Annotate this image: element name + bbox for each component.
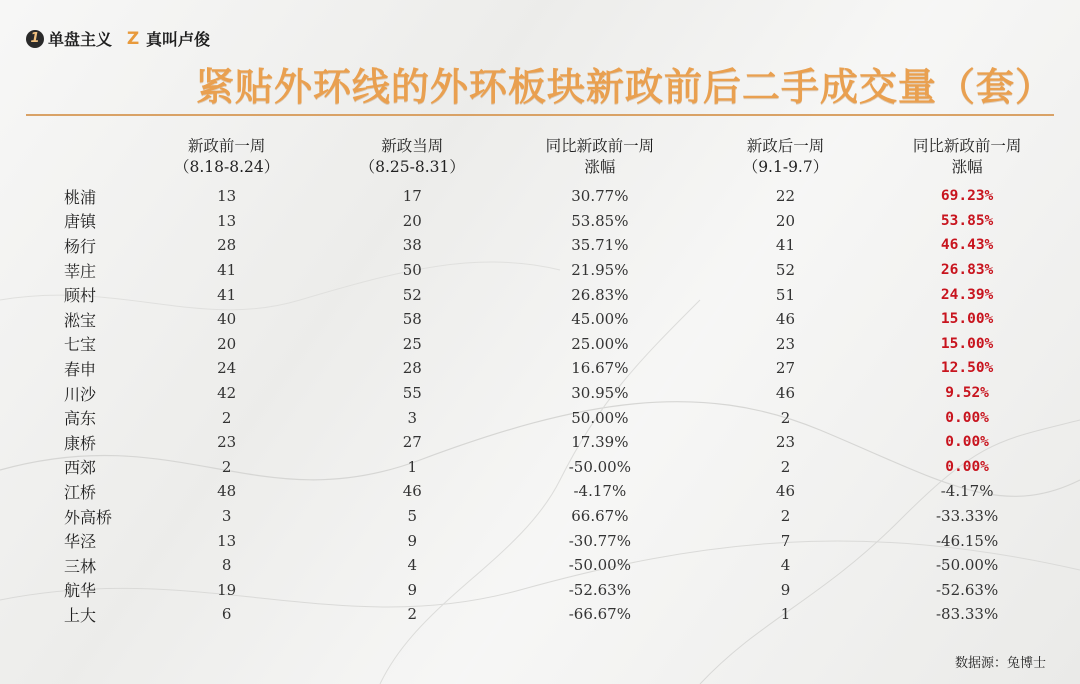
district-name: 航华 bbox=[64, 581, 97, 601]
table-row bbox=[40, 455, 1040, 480]
brand-1-text: 单盘主义 bbox=[48, 30, 113, 49]
brand-2-icon: Z bbox=[126, 28, 140, 49]
count-after: 2 bbox=[780, 408, 791, 427]
count-during: 9 bbox=[407, 531, 418, 550]
count-after: 1 bbox=[780, 605, 791, 624]
column-header-line2: 涨幅 bbox=[951, 158, 983, 176]
table-row bbox=[40, 209, 1040, 234]
change-after: 26.83% bbox=[940, 262, 994, 279]
count-after: 52 bbox=[775, 261, 795, 280]
district-name: 康桥 bbox=[64, 433, 97, 453]
brand-1-icon: 1 bbox=[26, 30, 44, 48]
district-name: 七宝 bbox=[64, 335, 97, 355]
count-before: 20 bbox=[217, 334, 237, 353]
change-after: 15.00% bbox=[940, 311, 994, 328]
change-during: 17.39% bbox=[571, 433, 629, 452]
district-name: 川沙 bbox=[64, 384, 97, 404]
column-header-line2: （8.25-8.31） bbox=[359, 158, 465, 176]
count-before: 6 bbox=[221, 605, 232, 624]
brand-2-text: 真叫卢俊 bbox=[146, 30, 211, 49]
count-during: 17 bbox=[402, 187, 422, 206]
count-after: 46 bbox=[775, 482, 795, 501]
change-during: 30.77% bbox=[571, 187, 629, 206]
count-before: 41 bbox=[217, 285, 237, 304]
column-header-line1: 新政前一周 bbox=[187, 137, 266, 155]
count-before: 28 bbox=[217, 236, 237, 255]
change-during: 30.95% bbox=[571, 384, 629, 403]
column-header-line1: 新政当周 bbox=[381, 137, 444, 155]
district-name: 外高桥 bbox=[64, 507, 113, 527]
count-during: 28 bbox=[402, 359, 422, 378]
column-header-line1: 同比新政前一周 bbox=[912, 137, 1022, 155]
count-during: 52 bbox=[402, 285, 422, 304]
change-during: -52.63% bbox=[568, 580, 631, 599]
count-during: 38 bbox=[402, 236, 422, 255]
change-after: 69.23% bbox=[940, 188, 994, 205]
district-name: 桃浦 bbox=[64, 187, 97, 207]
table-row bbox=[40, 479, 1040, 504]
district-name: 上大 bbox=[64, 605, 97, 625]
count-before: 2 bbox=[221, 408, 232, 427]
table-row bbox=[40, 184, 1040, 209]
page-title: 紧贴外环线的外环板块新政前后二手成交量（套） bbox=[195, 65, 1054, 109]
count-during: 27 bbox=[402, 433, 422, 452]
district-name: 唐镇 bbox=[64, 212, 97, 232]
count-after: 22 bbox=[775, 187, 795, 206]
count-after: 23 bbox=[775, 334, 795, 353]
column-header-line2: 涨幅 bbox=[584, 158, 616, 176]
table-row bbox=[40, 430, 1040, 455]
data-source: 数据源：兔博士 bbox=[954, 656, 1046, 671]
table-row bbox=[40, 578, 1040, 603]
brand-logo-2 bbox=[124, 27, 210, 50]
count-before: 13 bbox=[217, 211, 237, 230]
count-during: 46 bbox=[402, 482, 422, 501]
count-before: 3 bbox=[221, 507, 232, 526]
change-after: -52.63% bbox=[935, 580, 999, 599]
change-during: 53.85% bbox=[571, 211, 629, 230]
change-after: -46.15% bbox=[935, 531, 999, 550]
change-during: 45.00% bbox=[571, 310, 629, 329]
count-before: 8 bbox=[221, 556, 232, 575]
column-header bbox=[523, 136, 677, 184]
change-during: 26.83% bbox=[571, 285, 629, 304]
count-before: 40 bbox=[217, 310, 237, 329]
change-during: -66.67% bbox=[568, 605, 631, 624]
table-row bbox=[40, 553, 1040, 578]
change-during: -50.00% bbox=[568, 556, 631, 575]
district-name: 高东 bbox=[64, 409, 97, 429]
column-header-line1: 新政后一周 bbox=[746, 137, 825, 155]
count-during: 5 bbox=[407, 507, 418, 526]
count-during: 55 bbox=[402, 384, 422, 403]
change-after: -83.33% bbox=[935, 605, 999, 624]
count-after: 9 bbox=[780, 580, 791, 599]
count-after: 2 bbox=[780, 457, 791, 476]
change-after: 9.52% bbox=[945, 385, 989, 402]
title-divider bbox=[26, 114, 1054, 116]
change-during: -4.17% bbox=[573, 482, 627, 501]
change-after: 0.00% bbox=[945, 458, 989, 475]
count-during: 25 bbox=[402, 334, 422, 353]
count-after: 46 bbox=[775, 310, 795, 329]
change-after: 12.50% bbox=[940, 360, 994, 377]
change-after: -33.33% bbox=[935, 507, 999, 526]
brand-logo-1 bbox=[26, 27, 112, 50]
table-row bbox=[40, 332, 1040, 357]
count-after: 4 bbox=[780, 556, 791, 575]
district-name: 三林 bbox=[64, 556, 97, 576]
district-name: 华泾 bbox=[64, 532, 97, 552]
column-header-line1: 同比新政前一周 bbox=[545, 137, 655, 155]
count-after: 41 bbox=[775, 236, 795, 255]
count-before: 13 bbox=[217, 187, 237, 206]
count-after: 46 bbox=[775, 384, 795, 403]
count-before: 48 bbox=[217, 482, 237, 501]
table-row bbox=[40, 356, 1040, 381]
count-during: 4 bbox=[407, 556, 418, 575]
count-after: 2 bbox=[780, 507, 791, 526]
change-after: -4.17% bbox=[940, 482, 994, 501]
count-during: 50 bbox=[402, 261, 422, 280]
change-during: 35.71% bbox=[571, 236, 629, 255]
count-before: 2 bbox=[221, 457, 232, 476]
change-after: 46.43% bbox=[940, 237, 994, 254]
district-name: 莘庄 bbox=[64, 261, 97, 281]
count-during: 20 bbox=[402, 211, 422, 230]
column-header bbox=[40, 136, 152, 184]
column-header-line2: （9.1-9.7） bbox=[742, 158, 829, 176]
table-row bbox=[40, 307, 1040, 332]
change-during: 16.67% bbox=[571, 359, 629, 378]
count-before: 23 bbox=[217, 433, 237, 452]
table-row bbox=[40, 381, 1040, 406]
column-header-line2: （8.18-8.24） bbox=[174, 158, 280, 176]
change-after: 0.00% bbox=[945, 434, 989, 451]
change-during: -30.77% bbox=[568, 531, 631, 550]
change-during: 21.95% bbox=[571, 261, 629, 280]
count-during: 58 bbox=[402, 310, 422, 329]
change-during: -50.00% bbox=[568, 457, 631, 476]
table-row bbox=[40, 405, 1040, 430]
table-row bbox=[40, 528, 1040, 553]
count-before: 24 bbox=[217, 359, 237, 378]
change-during: 50.00% bbox=[571, 408, 629, 427]
district-name: 西郊 bbox=[64, 458, 97, 478]
count-before: 13 bbox=[217, 531, 237, 550]
district-name: 杨行 bbox=[64, 236, 97, 256]
table-row bbox=[40, 233, 1040, 258]
table-header-row bbox=[40, 136, 1040, 184]
change-after: 24.39% bbox=[940, 286, 994, 303]
count-after: 7 bbox=[780, 531, 791, 550]
table-body bbox=[40, 184, 1040, 627]
table-row bbox=[40, 602, 1040, 627]
count-after: 51 bbox=[775, 285, 795, 304]
count-after: 20 bbox=[775, 211, 795, 230]
district-name: 春申 bbox=[64, 359, 97, 379]
count-after: 27 bbox=[775, 359, 795, 378]
brand-logos bbox=[26, 27, 210, 50]
district-name: 淞宝 bbox=[64, 310, 97, 330]
count-during: 3 bbox=[407, 408, 418, 427]
count-before: 41 bbox=[217, 261, 237, 280]
column-header bbox=[302, 136, 524, 184]
change-during: 25.00% bbox=[571, 334, 629, 353]
district-name: 江桥 bbox=[64, 482, 97, 502]
column-header bbox=[894, 136, 1040, 184]
table-row bbox=[40, 504, 1040, 529]
column-header bbox=[677, 136, 894, 184]
count-during: 2 bbox=[407, 605, 418, 624]
count-before: 19 bbox=[217, 580, 237, 599]
count-during: 1 bbox=[407, 457, 418, 476]
change-after: -50.00% bbox=[935, 556, 999, 575]
district-name: 顾村 bbox=[64, 286, 97, 306]
change-after: 53.85% bbox=[940, 212, 994, 229]
change-after: 0.00% bbox=[945, 409, 989, 426]
column-header bbox=[152, 136, 302, 184]
change-during: 66.67% bbox=[571, 507, 629, 526]
count-after: 23 bbox=[775, 433, 795, 452]
change-after: 15.00% bbox=[940, 335, 994, 352]
table-row bbox=[40, 282, 1040, 307]
count-during: 9 bbox=[407, 580, 418, 599]
table-row bbox=[40, 258, 1040, 283]
count-before: 42 bbox=[217, 384, 237, 403]
transaction-table bbox=[40, 136, 1040, 627]
